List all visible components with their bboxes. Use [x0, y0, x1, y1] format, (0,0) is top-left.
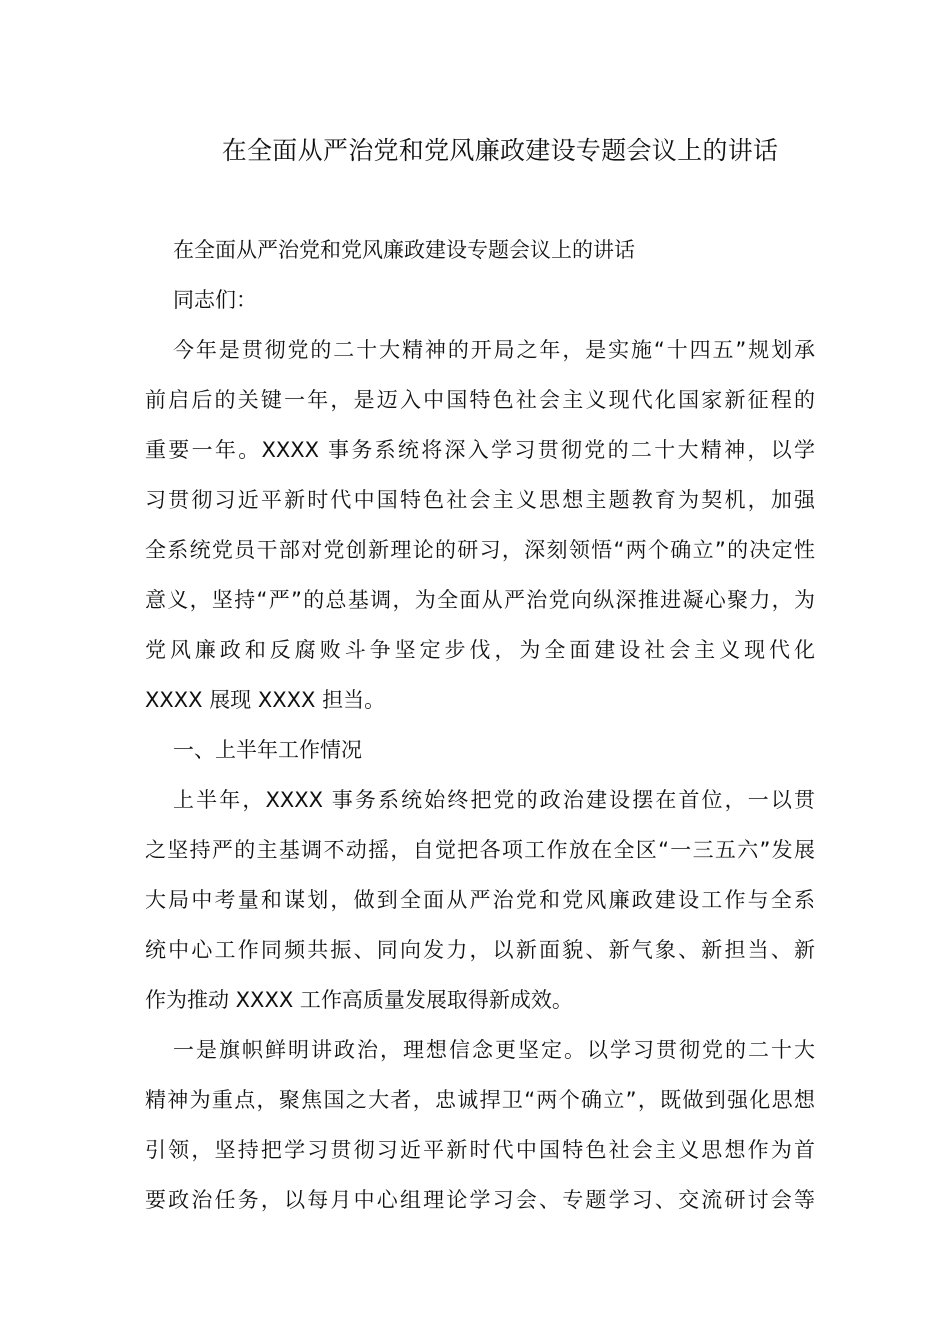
- body-subtitle: 在全面从严治党和党风廉政建设专题会议上的讲话: [173, 238, 635, 262]
- paragraph-line: 统中心工作同频共振、同向发力，以新面貌、新气象、新担当、新: [145, 938, 815, 962]
- paragraph-line: XXXX 展现 XXXX 担当。: [145, 688, 386, 712]
- paragraph-line: 之坚持严的主基调不动摇，自觉把各项工作放在全区“一三五六”发展: [145, 838, 815, 862]
- paragraph-line: 习贯彻习近平新时代中国特色社会主义思想主题教育为契机，加强: [145, 488, 815, 512]
- paragraph-line: 上半年，XXXX 事务系统始终把党的政治建设摆在首位，一以贯: [173, 788, 815, 812]
- salutation: 同志们：: [173, 288, 257, 312]
- paragraph-line: 要政治任务，以每月中心组理论学习会、专题学习、交流研讨会等: [145, 1188, 815, 1212]
- paragraph-line: 前启后的关键一年，是迈入中国特色社会主义现代化国家新征程的: [145, 388, 815, 412]
- document-title: 在全面从严治党和党风廉政建设专题会议上的讲话: [221, 136, 779, 165]
- paragraph-line: 重要一年。XXXX 事务系统将深入学习贯彻党的二十大精神，以学: [145, 438, 815, 462]
- section-heading: 一、上半年工作情况: [173, 738, 362, 762]
- paragraph-line: 精神为重点，聚焦国之大者，忠诚捍卫“两个确立”，既做到强化思想: [145, 1088, 815, 1112]
- paragraph-line: 今年是贯彻党的二十大精神的开局之年，是实施“十四五”规划承: [173, 338, 815, 362]
- paragraph-line: 意义，坚持“严”的总基调，为全面从严治党向纵深推进凝心聚力，为: [145, 588, 815, 612]
- paragraph-line: 党风廉政和反腐败斗争坚定步伐，为全面建设社会主义现代化: [145, 638, 815, 662]
- paragraph-line: 全系统党员干部对党创新理论的研习，深刻领悟“两个确立”的决定性: [145, 538, 815, 562]
- paragraph-line: 作为推动 XXXX 工作高质量发展取得新成效。: [145, 988, 573, 1012]
- document-body: [145, 225, 815, 1225]
- paragraph-line: 引领，坚持把学习贯彻习近平新时代中国特色社会主义思想作为首: [145, 1138, 815, 1162]
- paragraph-line: 一是旗帜鲜明讲政治，理想信念更坚定。以学习贯彻党的二十大: [173, 1038, 815, 1062]
- paragraph-line: 大局中考量和谋划，做到全面从严治党和党风廉政建设工作与全系: [145, 888, 815, 912]
